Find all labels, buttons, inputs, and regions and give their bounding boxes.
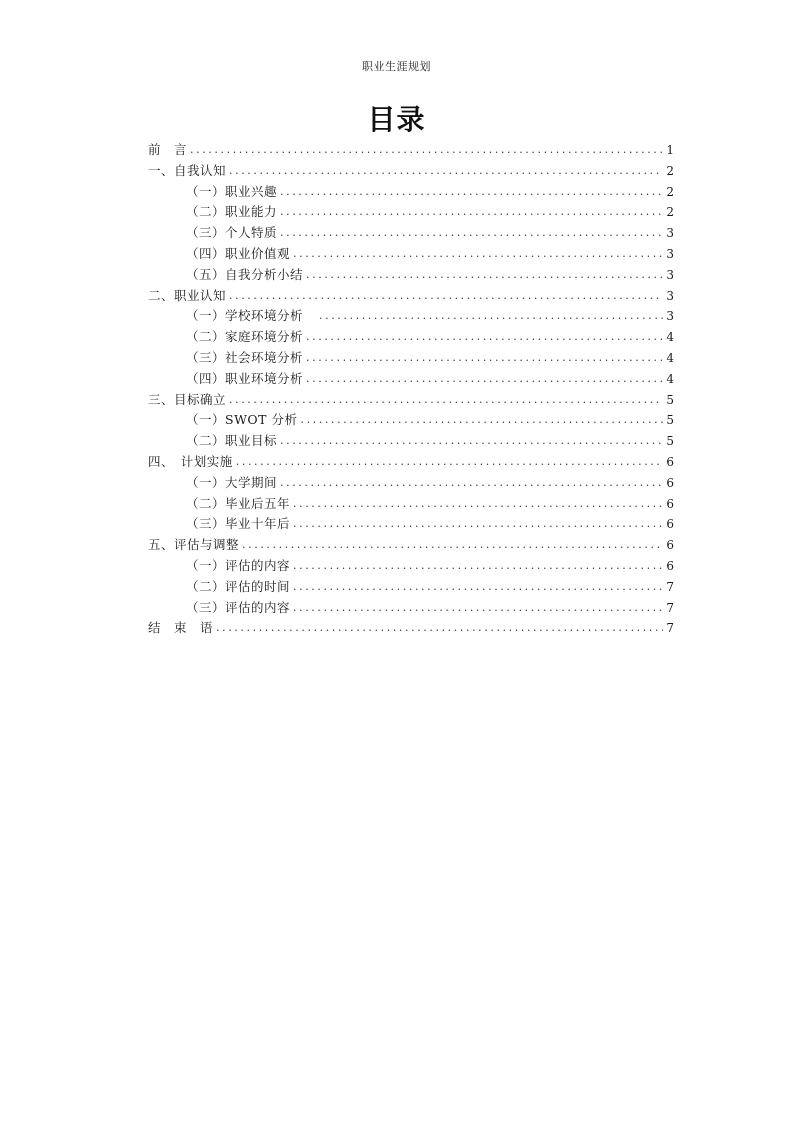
toc-entry-page: 6 [666, 517, 674, 532]
toc-entry-goal-setting[interactable] [148, 390, 674, 411]
toc-entry-label: 二、职业认知 [148, 287, 227, 303]
toc-entry-page: 4 [666, 350, 674, 365]
toc-entry-career-ability[interactable] [148, 202, 674, 223]
toc-entry-label: （五）自我分析小结 [186, 266, 304, 282]
toc-entry-page: 4 [666, 330, 674, 345]
toc-entry-page: 6 [666, 454, 674, 469]
toc-entry-page: 6 [666, 538, 674, 553]
toc-entry-label: 四、 计划实施 [148, 453, 233, 469]
toc-entry-evaluation-content[interactable] [148, 556, 674, 577]
toc-leader-dots [190, 140, 663, 161]
toc-entry-label: （一）职业兴趣 [186, 183, 278, 199]
toc-leader-dots [280, 431, 663, 452]
toc-entry-career-interest[interactable] [148, 182, 674, 203]
toc-entry-page: 6 [666, 558, 674, 573]
toc-entry-label: （三）毕业十年后 [186, 516, 291, 532]
toc-entry-page: 2 [666, 184, 674, 199]
toc-leader-dots [306, 348, 663, 369]
toc-leader-dots [293, 556, 663, 577]
toc-entry-page: 3 [666, 288, 674, 303]
toc-leader-dots [293, 494, 663, 515]
toc-entry-self-awareness[interactable] [148, 161, 674, 182]
toc-entry-label: （二）家庭环境分析 [186, 329, 304, 345]
toc-entry-label: （二）职业能力 [186, 204, 278, 220]
toc-entry-conclusion[interactable] [148, 618, 674, 639]
toc-entry-page: 7 [666, 579, 674, 594]
toc-entry-career-values[interactable] [148, 244, 674, 265]
toc-entry-label: （三）评估的内容 [186, 599, 291, 615]
toc-leader-dots [229, 286, 663, 307]
toc-entry-label: （一）评估的内容 [186, 557, 291, 573]
running-header: 职业生涯规划 [362, 60, 431, 73]
toc-entry-career-environment[interactable] [148, 369, 674, 390]
toc-entry-university-period[interactable] [148, 473, 674, 494]
toc-leader-dots [319, 306, 663, 327]
toc-entry-page: 3 [666, 246, 674, 261]
toc-entry-label: 一、自我认知 [148, 162, 227, 178]
toc-leader-dots [300, 410, 663, 431]
toc-entry-page: 5 [666, 434, 674, 449]
toc-entry-label: （二）毕业后五年 [186, 495, 291, 511]
toc-entry-plan-implementation[interactable] [148, 452, 674, 473]
toc-leader-dots [293, 598, 663, 619]
toc-leader-dots [280, 202, 663, 223]
toc-entry-label: 三、目标确立 [148, 391, 227, 407]
toc-entry-label: 五、评估与调整 [148, 537, 240, 553]
toc-entry-label: （三）社会环境分析 [186, 349, 304, 365]
toc-entry-school-environment[interactable] [148, 306, 674, 327]
toc-leader-dots [306, 369, 663, 390]
toc-entry-page: 6 [666, 475, 674, 490]
toc-entry-page: 2 [666, 163, 674, 178]
toc-entry-page: 3 [666, 309, 674, 324]
toc-entry-label: （二）评估的时间 [186, 578, 291, 594]
toc-entry-page: 7 [666, 600, 674, 615]
toc-entry-label: （二）职业目标 [186, 433, 278, 449]
toc-entry-career-goal[interactable] [148, 431, 674, 452]
toc-entry-label: 结 束 语 [148, 620, 214, 636]
toc-entry-label: （一）学校环境分析 [186, 308, 317, 324]
toc-entry-page: 1 [666, 143, 674, 157]
toc-leader-dots [306, 327, 663, 348]
toc-entry-personal-traits[interactable] [148, 223, 674, 244]
toc-entry-page: 7 [666, 621, 674, 636]
toc-entry-page: 5 [666, 413, 674, 428]
toc-leader-dots [216, 618, 663, 639]
toc-entry-page: 3 [666, 267, 674, 282]
toc-entry-career-awareness[interactable] [148, 286, 674, 307]
toc-entry-label: 前 言 [148, 142, 188, 157]
toc-leader-dots [293, 577, 663, 598]
toc-entry-page: 4 [666, 371, 674, 386]
toc-entry-self-analysis-summary[interactable] [148, 265, 674, 286]
toc-entry-family-environment[interactable] [148, 327, 674, 348]
toc-entry-page: 5 [666, 392, 674, 407]
toc-entry-social-environment[interactable] [148, 348, 674, 369]
toc-leader-dots [293, 244, 663, 265]
toc-entry-ten-years-after-graduation[interactable] [148, 514, 674, 535]
toc-leader-dots [280, 473, 663, 494]
toc-leader-dots [306, 265, 663, 286]
toc-leader-dots [280, 182, 663, 203]
toc-entry-swot-analysis[interactable] [148, 410, 674, 431]
toc-title: 目录 [367, 103, 426, 136]
toc-entry-page: 2 [666, 205, 674, 220]
toc-entry-label: （一）大学期间 [186, 474, 278, 490]
toc-leader-dots [293, 514, 663, 535]
toc-leader-dots [229, 390, 663, 411]
toc-entry-page: 6 [666, 496, 674, 511]
toc-leader-dots [236, 452, 664, 473]
toc-entry-page: 3 [666, 226, 674, 241]
toc-entry-evaluation-adjustment[interactable] [148, 535, 674, 556]
table-of-contents [148, 140, 674, 639]
toc-leader-dots [280, 223, 663, 244]
toc-leader-dots [229, 161, 663, 182]
toc-entry-evaluation-time[interactable] [148, 577, 674, 598]
toc-leader-dots [242, 535, 663, 556]
toc-entry-preface[interactable] [148, 140, 674, 161]
toc-entry-label: （三）个人特质 [186, 225, 278, 241]
toc-entry-five-years-after-graduation[interactable] [148, 494, 674, 515]
toc-entry-label: （一）SWOT 分析 [186, 412, 298, 428]
toc-entry-label: （四）职业价值观 [186, 245, 291, 261]
toc-entry-label: （四）职业环境分析 [186, 370, 304, 386]
toc-entry-evaluation-content-2[interactable] [148, 598, 674, 619]
